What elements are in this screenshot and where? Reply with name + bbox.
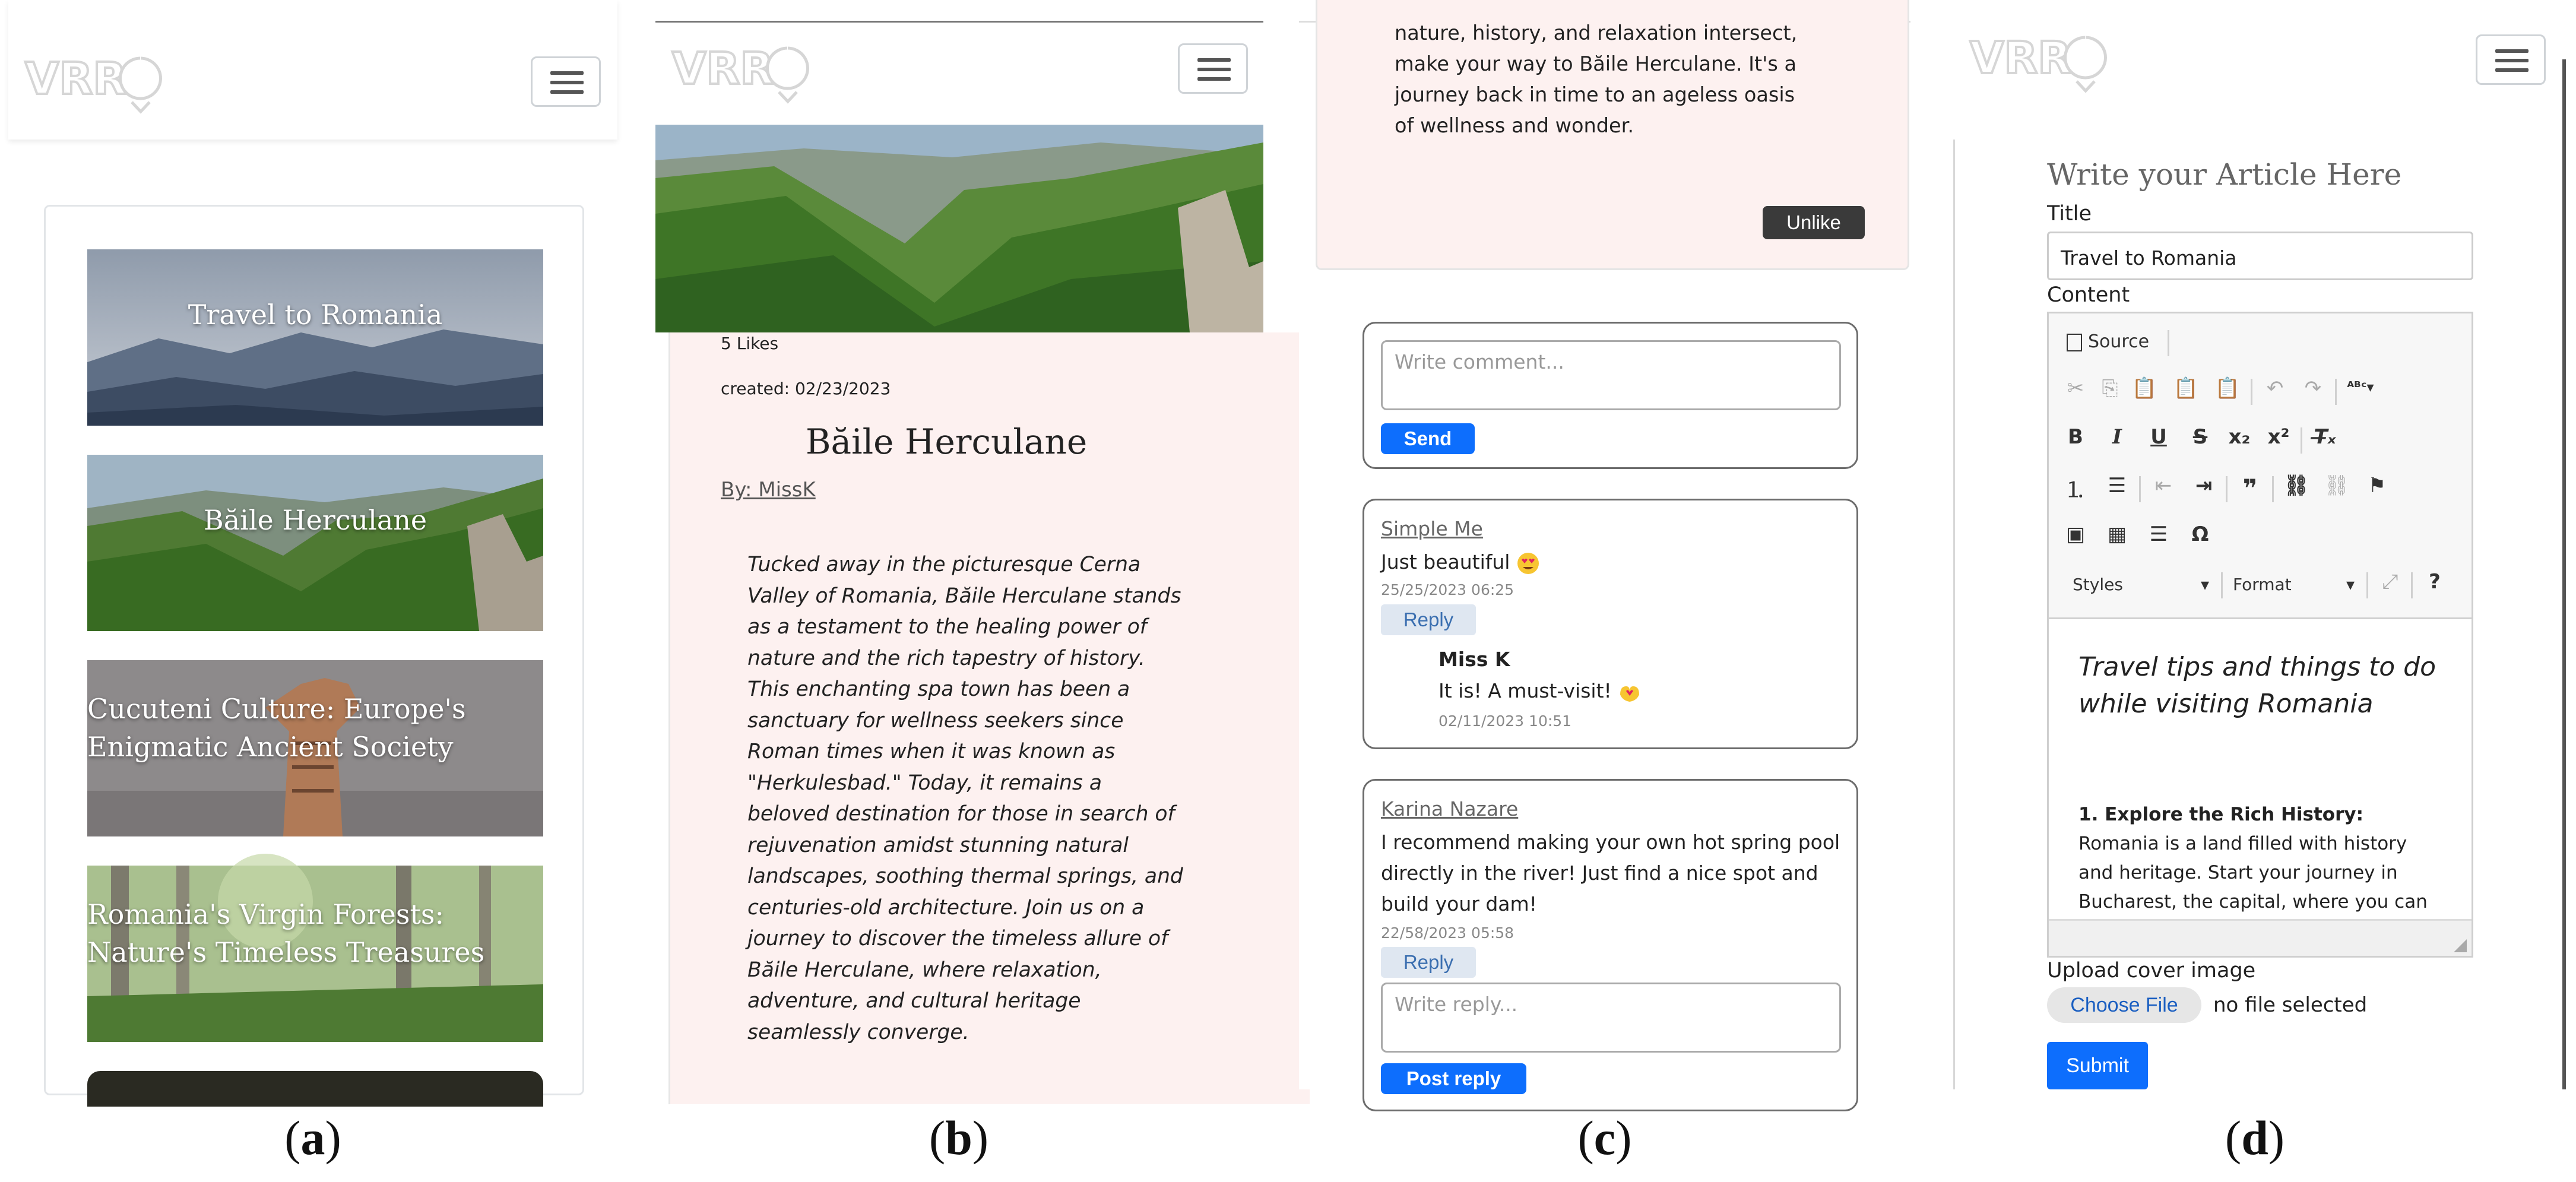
dropdown-arrow-icon: ▾ — [2346, 575, 2355, 594]
reply-date: 02/11/2023 10:51 — [1438, 712, 1572, 730]
logo[interactable] — [672, 37, 809, 103]
choose-file-button[interactable]: Choose File — [2047, 987, 2201, 1023]
svg-text:VRR: VRR — [1970, 33, 2072, 84]
article-card[interactable] — [87, 455, 543, 631]
editor-content-area[interactable] — [2049, 619, 2472, 919]
caption-d: (d) — [2225, 1111, 2285, 1165]
article-card-title: Cucuteni Culture: Europe's Enigmatic Ancient Society — [87, 693, 466, 763]
spellcheck-icon[interactable]: ᴬᴮᶜ▾ — [2347, 379, 2374, 395]
paste-icon[interactable]: 📋 — [2131, 376, 2157, 400]
article-card[interactable] — [87, 866, 543, 1042]
editor-toolbar — [2049, 313, 2472, 619]
indent-icon[interactable]: ⇥ — [2195, 474, 2213, 497]
comment-input[interactable]: Write comment... — [1381, 340, 1841, 410]
link-icon[interactable]: ⛓ — [2283, 474, 2309, 497]
panel-a-article-list — [8, 0, 617, 1089]
paste-text-icon[interactable]: 📋 — [2173, 376, 2199, 400]
comment-card — [1363, 499, 1858, 749]
editor-status-bar — [2049, 919, 2472, 956]
title-label: Title — [2047, 202, 2092, 226]
comment-author-link[interactable]: Karina Nazare — [1381, 797, 1519, 820]
no-file-selected-text: no file selected — [2213, 993, 2368, 1017]
superscript-icon[interactable]: x² — [2267, 425, 2290, 449]
cut-icon[interactable]: ✂ — [2067, 376, 2084, 400]
paste-word-icon[interactable]: 📋 — [2214, 376, 2241, 400]
upload-label: Upload cover image — [2047, 959, 2256, 983]
article-card-list — [44, 205, 584, 1095]
rich-text-editor — [2047, 312, 2473, 958]
post-reply-button[interactable]: Post reply — [1381, 1063, 1526, 1094]
maximize-icon[interactable]: ⤢ — [2382, 570, 2398, 594]
special-character-icon[interactable]: Ω — [2191, 522, 2209, 546]
panel-b-article-view — [655, 0, 1263, 1089]
caption-a: (a) — [284, 1111, 341, 1165]
comment-card — [1363, 779, 1858, 1111]
created-date: created: 02/23/2023 — [721, 379, 891, 398]
dropdown-arrow-icon: ▾ — [2200, 575, 2209, 594]
navbar — [655, 23, 1263, 125]
underline-icon[interactable]: U — [2150, 425, 2167, 449]
comment-text: Just beautiful — [1381, 547, 1540, 578]
panel-c-comments — [1299, 0, 1910, 1089]
svg-text:VRR: VRR — [672, 43, 774, 94]
undo-icon[interactable]: ↶ — [2266, 376, 2284, 400]
resize-handle-icon[interactable] — [2454, 939, 2467, 952]
comment-author-link[interactable]: Simple Me — [1381, 517, 1483, 540]
format-dropdown[interactable]: Format ▾ — [2233, 575, 2355, 594]
article-body: Tucked away in the picturesque Cerna Valley of Romania, Băile Herculane stands as a testament to the healing power of nature and the rich tapestry of history. This enchanting spa town has been a sanctuary for wellness seekers since Roman times when it was known as "Herkulesbad." Today, it remains a beloved destination for those in search of rejuvenation amidst stunning natural landscapes, soothing thermal springs, and centuries-old architecture. Join us on a journey to discover the timeless allure of Băile Herculane, where relaxation, adventure, and cultural heritage seamlessly converge. — [747, 553, 1183, 1044]
content-label: Content — [2047, 283, 2130, 307]
menu-toggle-button[interactable] — [531, 56, 601, 107]
logo[interactable] — [25, 47, 161, 113]
reply-author: Miss K — [1438, 648, 1510, 671]
heart-eyes-emoji-icon — [1516, 552, 1540, 575]
source-icon — [2067, 334, 2082, 351]
subscript-icon[interactable]: x₂ — [2228, 425, 2251, 449]
article-content — [668, 332, 1310, 1104]
article-author-link[interactable]: By: MissK — [721, 478, 816, 502]
logo[interactable] — [1970, 27, 2106, 92]
styles-dropdown[interactable]: Styles ▾ — [2073, 575, 2209, 594]
likes-count: 5 Likes — [721, 334, 779, 353]
menu-toggle-button[interactable] — [2476, 34, 2546, 85]
horizontal-rule-icon[interactable]: ☰ — [2149, 522, 2168, 546]
reply-button[interactable]: Reply — [1381, 947, 1476, 978]
comment-date: 25/25/2023 06:25 — [1381, 581, 1514, 598]
anchor-flag-icon[interactable]: ⚑ — [2368, 474, 2387, 497]
article-cover-image — [655, 125, 1263, 332]
article-title: Băile Herculane — [805, 422, 1088, 462]
reply-button[interactable]: Reply — [1381, 604, 1476, 635]
article-card-title: Băile Herculane — [203, 504, 427, 536]
reply-text: It is! A must-visit! — [1438, 676, 1642, 706]
svg-text:VRR: VRR — [25, 53, 127, 104]
article-form — [1953, 140, 2565, 1089]
source-button[interactable]: Source — [2067, 331, 2149, 352]
navbar — [1953, 0, 2571, 140]
caption-b: (b) — [929, 1111, 989, 1165]
table-icon[interactable]: ▦ — [2107, 522, 2127, 546]
article-like-section — [1316, 0, 1909, 270]
image-icon[interactable]: ▣ — [2065, 522, 2086, 546]
comment-text: I recommend making your own hot spring pool directly in the river! Just find a nice spot and build your dam! — [1381, 831, 1840, 915]
bold-icon[interactable]: B — [2068, 425, 2083, 449]
article-card[interactable] — [87, 1071, 543, 1107]
unlike-button[interactable]: Unlike — [1763, 206, 1865, 239]
comment-date: 22/58/2023 05:58 — [1381, 924, 1514, 942]
send-button[interactable]: Send — [1381, 423, 1475, 454]
help-icon[interactable]: ? — [2429, 570, 2441, 594]
form-heading: Write your Article Here — [2047, 157, 2402, 192]
article-card[interactable] — [87, 660, 543, 836]
italic-icon[interactable]: I — [2112, 425, 2122, 449]
redo-icon[interactable]: ↷ — [2304, 376, 2322, 400]
editor-heading-text: Travel tips and things to do while visiting Romania — [2078, 652, 2436, 719]
navbar — [8, 0, 617, 140]
blockquote-icon[interactable]: ❞ — [2242, 474, 2258, 503]
panel-d-write-article — [1953, 0, 2571, 1089]
numbered-list-icon[interactable]: ⒈ — [2065, 478, 2086, 502]
outdent-icon[interactable]: ⇤ — [2154, 474, 2172, 497]
article-card-title: Travel to Romania — [188, 299, 443, 331]
reply-input[interactable]: Write reply... — [1381, 983, 1841, 1053]
article-card-title: Romania's Virgin Forests: Nature's Timeless Treasures — [87, 898, 485, 968]
bulleted-list-icon[interactable]: ☰ — [2108, 474, 2127, 497]
title-input[interactable]: Travel to Romania — [2047, 232, 2473, 280]
unlink-icon[interactable]: ⛓ — [2324, 474, 2350, 497]
strikethrough-icon[interactable]: S — [2192, 425, 2208, 449]
editor-paragraph: 1. Explore the Rich History: Romania is a land filled with history and heritage. Start your journey in Bucharest, the capital, where you can — [2078, 804, 2428, 912]
heart-hands-emoji-icon — [1618, 682, 1642, 703]
article-text-excerpt: nature, history, and relaxation intersect, make your way to Băile Herculane. It's a journey back in time to an ageless oasis of wellness and wonder. — [1395, 21, 1798, 137]
comment-form — [1363, 322, 1858, 469]
copy-icon[interactable]: ⎘ — [2102, 376, 2118, 400]
remove-format-icon[interactable]: T̶ₓ — [2314, 425, 2336, 449]
article-card[interactable] — [87, 249, 543, 426]
caption-c: (c) — [1577, 1111, 1632, 1165]
menu-toggle-button[interactable] — [1178, 43, 1248, 94]
submit-button[interactable]: Submit — [2047, 1042, 2148, 1089]
